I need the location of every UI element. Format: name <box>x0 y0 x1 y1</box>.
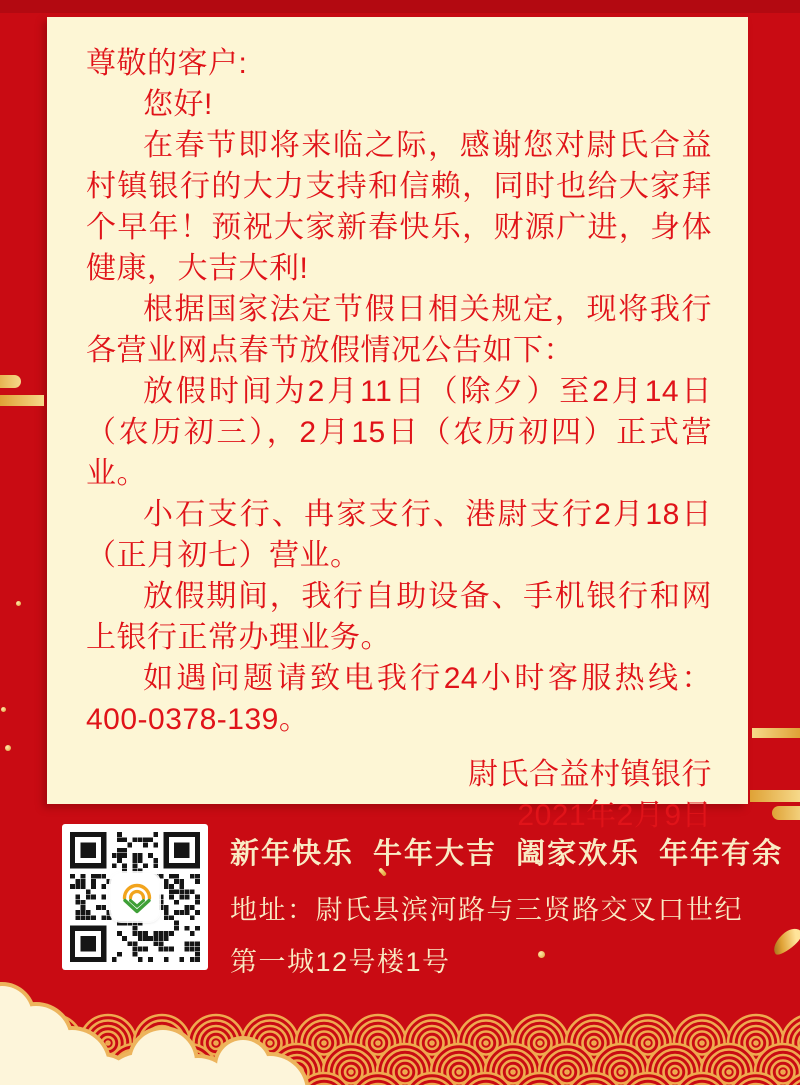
gold-dot-decoration <box>1 707 6 712</box>
qr-code <box>62 824 208 970</box>
gold-dot-decoration <box>538 951 545 958</box>
gold-bar-right-upper <box>752 728 800 738</box>
top-border-strip <box>0 0 800 13</box>
notice-paragraph-5: 放假期间，我行自助设备、手机银行和网上银行正常办理业务。 <box>86 580 712 654</box>
greeting-line: 您好! <box>143 88 213 121</box>
bank-logo-glyph <box>119 881 155 917</box>
notice-paragraph-1: 在春节即将来临之际，感谢您对尉氏合益村镇银行的大力支持和信赖，同时也给大家拜个早年！预祝大家新春快乐，财源广进，身体健康，大吉大利! <box>86 129 712 285</box>
address-line-2: 第一城12号楼1号 <box>230 947 451 977</box>
notice-paragraph-4: 小石支行、冉家支行、港尉支行2月18日（正月初七）营业。 <box>86 498 712 572</box>
gold-bar-right-lower <box>750 790 800 802</box>
notice-paragraph-6: 如遇问题请致电我行24小时客服热线：400-0378-139。 <box>86 662 712 736</box>
notice-date: 2021年2月9日 <box>517 799 712 832</box>
address-line-1: 地址：尉氏县滨河路与三贤路交叉口世纪 <box>230 895 743 925</box>
notice-paragraph-3: 放假时间为2月11日（除夕）至2月14日（农历初三），2月15日（农历初四）正式营业。 <box>86 375 712 490</box>
signature: 尉氏合益村镇银行 <box>468 758 712 791</box>
salutation: 尊敬的客户: <box>86 47 248 80</box>
notice-paragraph-2: 根据国家法定节假日相关规定，现将我行各营业网点春节放假情况公告如下： <box>86 293 712 367</box>
gold-pill-left <box>0 375 21 388</box>
gold-dot-decoration <box>16 601 21 606</box>
clouds-decoration <box>0 950 340 1085</box>
gold-dot-decoration <box>5 745 11 751</box>
gold-bar-left <box>0 395 44 406</box>
new-year-greeting: 新年快乐 牛年大吉 阖家欢乐 年年有余 <box>230 838 784 870</box>
gold-ribbon-decoration <box>769 924 800 958</box>
notice-card <box>47 17 748 832</box>
gold-pill-right <box>772 806 800 820</box>
bank-logo-icon <box>111 873 159 921</box>
cloud-body <box>0 986 306 1085</box>
